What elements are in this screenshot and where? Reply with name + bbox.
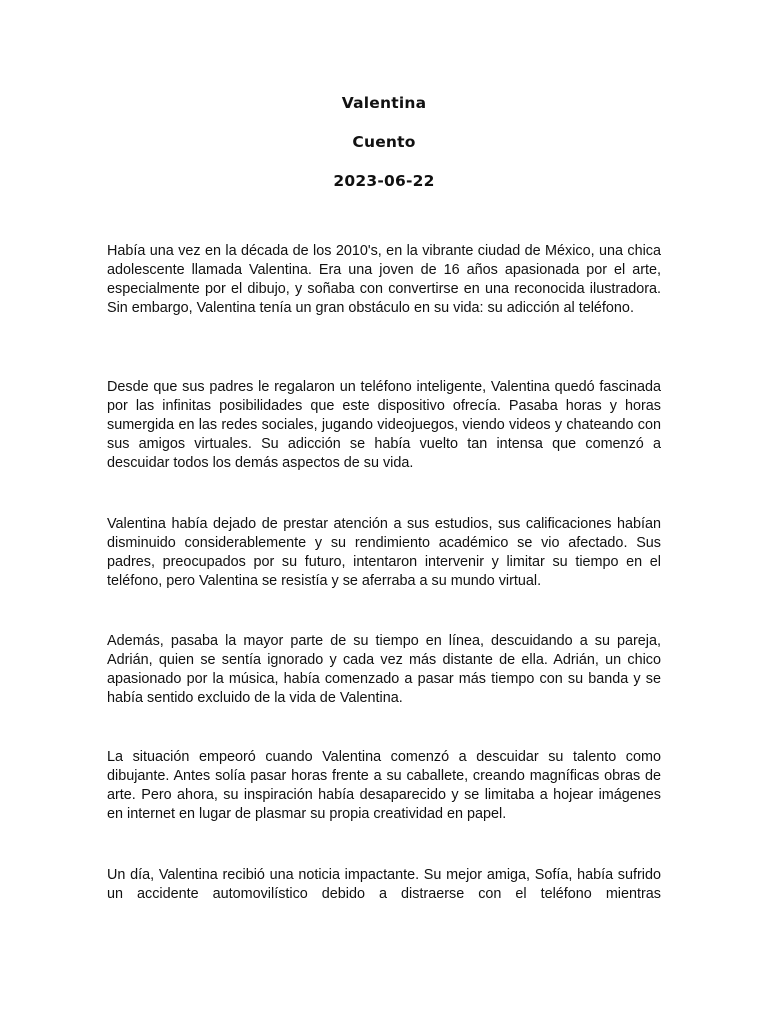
paragraph: Había una vez en la década de los 2010's, en la vibrante ciudad de México, una chica adolescente llamada Valentina. Era una joven de 16 años apasionada por el arte, especialmente por el dibujo, y soñaba con convertirse en una reconocida ilustradora. Sin embargo, Valentina tenía un gran obstáculo en su vida: su adicción al teléfono. (107, 243, 661, 317)
paragraph: Valentina había dejado de prestar atención a sus estudios, sus calificaciones habían disminuido considerablemente y su rendimiento académico se vio afectado. Sus padres, preocupados por su futuro, intentaron intervenir y limitar su tiempo en el teléfono, pero Valentina se resistía y se aferraba a su mundo virtual. (107, 516, 661, 590)
paragraph: Además, pasaba la mayor parte de su tiempo en línea, descuidando a su pareja, Adrián, quien se sentía ignorado y cada vez más distante de ella. Adrián, un chico apasionado por la música, había comenzado a pasar más tiempo con su banda y se había sentido excluido de la vida de Valentina. (107, 633, 661, 707)
document-subtitle: Cuento (352, 133, 416, 151)
document-date: 2023-06-22 (333, 172, 435, 190)
paragraph: Desde que sus padres le regalaron un teléfono inteligente, Valentina quedó fascinada por las infinitas posibilidades que este dispositivo ofrecía. Pasaba horas y horas sumergida en las redes sociales, jugando videojuegos, viendo videos y chateando con sus amigos virtuales. Su adicción se había vuelto tan intensa que comenzó a descuidar todos los demás aspectos de su vida. (107, 379, 661, 472)
document-title: Valentina (341, 94, 427, 112)
paragraph: La situación empeoró cuando Valentina comenzó a descuidar su talento como dibujante. Antes solía pasar horas frente a su caballete, creando magníficas obras de arte. Pero ahora, su inspiración había desaparecido y se limitaba a hojear imágenes en internet en lugar de plasmar su propia creatividad en papel. (107, 749, 661, 823)
paragraph: Un día, Valentina recibió una noticia impactante. Su mejor amiga, Sofía, había sufrido un accidente automovilístico debido a distraerse con el teléfono mientras (107, 867, 661, 903)
